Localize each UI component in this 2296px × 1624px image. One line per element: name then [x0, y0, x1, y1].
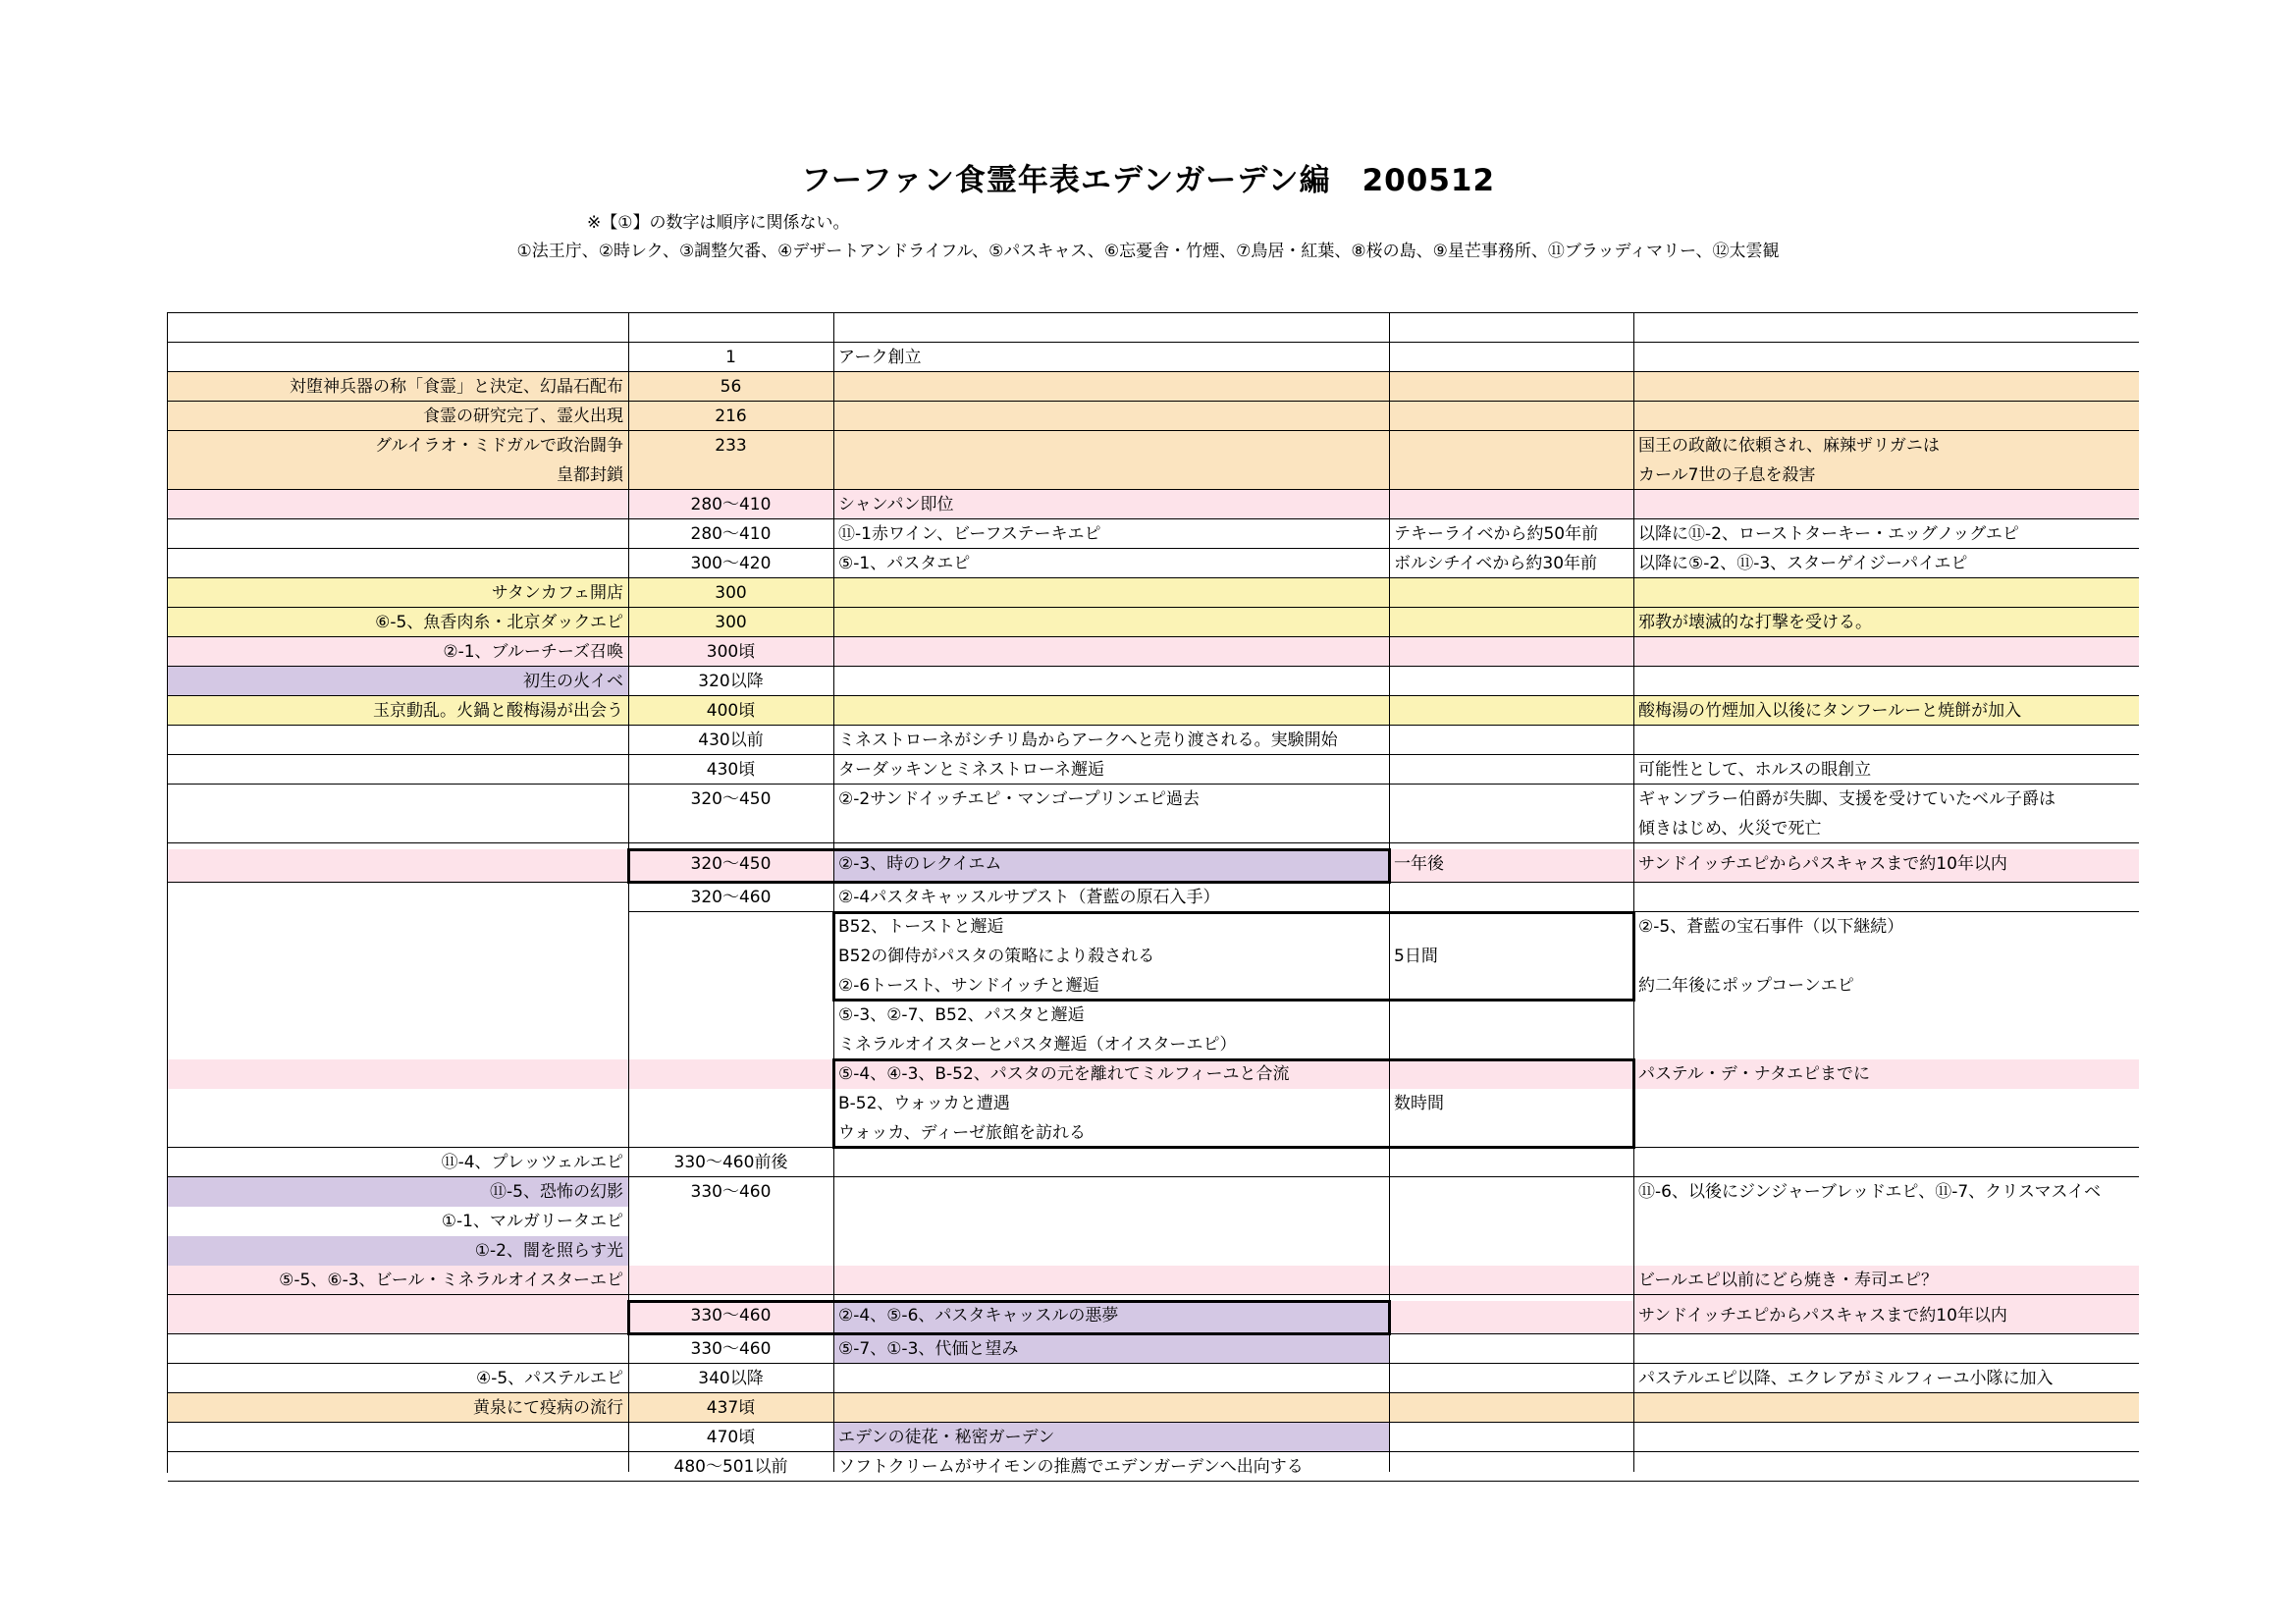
note-cell	[1633, 1236, 2139, 1266]
year-cell: 300	[628, 608, 833, 637]
note-cell: 以降に⑤-2、⑪-3、スターゲイジーパイエピ	[1633, 549, 2139, 578]
note-cell	[1633, 1030, 2139, 1059]
story-cell	[833, 667, 1389, 696]
year-cell	[628, 912, 833, 942]
year-cell	[628, 313, 833, 343]
interval-cell	[1389, 883, 1633, 912]
interval-cell	[1389, 1001, 1633, 1030]
year-cell	[628, 460, 833, 490]
legend-line: ①法王庁、②時レク、③調整欠番、④デザートアンドライフル、⑤パスキャス、⑥忘憂舎・竹煙、⑦鳥居・紅葉、⑧桜の島、⑨星芒事務所、⑪ブラッディマリー、⑫太雲観	[516, 242, 1780, 261]
note-cell	[1633, 1452, 2139, 1482]
story-cell	[833, 1148, 1389, 1177]
note-cell	[1633, 578, 2139, 608]
year-cell: 330～460	[628, 1334, 833, 1364]
interval-cell	[1389, 814, 1633, 843]
interval-cell	[1389, 343, 1633, 372]
year-cell	[628, 1236, 833, 1266]
event-cell	[168, 785, 628, 814]
interval-cell: 一年後	[1389, 849, 1633, 883]
note-cell	[1633, 1423, 2139, 1452]
year-cell: 320～460	[628, 883, 833, 912]
interval-cell	[1389, 1452, 1633, 1482]
event-cell	[168, 814, 628, 843]
event-cell: ⑪-4、プレッツェルエピ	[168, 1148, 628, 1177]
interval-cell	[1389, 1118, 1633, 1148]
interval-cell: 数時間	[1389, 1089, 1633, 1118]
year-cell: 470頃	[628, 1423, 833, 1452]
event-cell: 玉京動乱。火鍋と酸梅湯が出会う	[168, 696, 628, 726]
note-cell: 可能性として、ホルスの眼創立	[1633, 755, 2139, 785]
note-cell	[1633, 1393, 2139, 1423]
year-cell: 216	[628, 402, 833, 431]
column-divider	[1389, 313, 1390, 1472]
event-cell: サタンカフェ開店	[168, 578, 628, 608]
event-cell: グルイラオ・ミドガルで政治闘争	[168, 431, 628, 460]
story-cell: アーク創立	[833, 343, 1389, 372]
interval-cell: テキーライベから約50年前	[1389, 519, 1633, 549]
story-cell	[833, 696, 1389, 726]
story-cell	[833, 637, 1389, 667]
interval-cell	[1389, 1207, 1633, 1236]
story-cell	[833, 1177, 1389, 1207]
interval-cell	[1389, 1364, 1633, 1393]
note-cell: サンドイッチエピからパスキャスまで約10年以内	[1633, 849, 2139, 883]
year-cell: 330～460	[628, 1177, 833, 1207]
year-cell: 330～460前後	[628, 1148, 833, 1177]
year-cell: 330～460	[628, 1301, 833, 1334]
year-cell: 300頃	[628, 637, 833, 667]
event-cell: ①-1、マルガリータエピ	[168, 1207, 628, 1236]
note-cell	[1633, 883, 2139, 912]
interval-cell	[1389, 1266, 1633, 1295]
story-cell: ⑪-1赤ワイン、ビーフステーキエピ	[833, 519, 1389, 549]
event-cell	[168, 971, 628, 1001]
year-cell: 233	[628, 431, 833, 460]
story-cell	[833, 1364, 1389, 1393]
story-cell: ターダッキンとミネストローネ邂逅	[833, 755, 1389, 785]
story-cell: ②-4パスタキャッスルサブスト（蒼藍の原石入手）	[833, 883, 1389, 912]
year-cell	[628, 1207, 833, 1236]
year-cell	[628, 971, 833, 1001]
interval-cell	[1389, 1334, 1633, 1364]
note-cell	[1633, 1001, 2139, 1030]
interval-cell	[1389, 912, 1633, 942]
interval-cell	[1389, 1148, 1633, 1177]
interval-cell	[1389, 431, 1633, 460]
event-cell	[168, 1001, 628, 1030]
interval-cell	[1389, 726, 1633, 755]
story-cell	[833, 608, 1389, 637]
event-cell: 食霊の研究完了、霊火出現	[168, 402, 628, 431]
story-cell: B52、トーストと邂逅	[833, 912, 1389, 942]
note-cell	[1633, 1207, 2139, 1236]
year-cell	[628, 1030, 833, 1059]
event-cell	[168, 1118, 628, 1148]
year-cell	[628, 1001, 833, 1030]
interval-cell: ボルシチイベから約30年前	[1389, 549, 1633, 578]
story-cell: B-52、ウォッカと遭遇	[833, 1089, 1389, 1118]
note-cell: ⑪-6、以後にジンジャーブレッドエピ、⑪-7、クリスマスイベ	[1633, 1177, 2139, 1207]
story-cell: ⑤-1、パスタエピ	[833, 549, 1389, 578]
year-cell: 300～420	[628, 549, 833, 578]
event-cell	[168, 1423, 628, 1452]
story-cell: ⑤-3、②-7、B52、パスタと邂逅	[833, 1001, 1389, 1030]
story-cell	[833, 578, 1389, 608]
event-cell: 初生の火イベ	[168, 667, 628, 696]
event-cell: 対堕神兵器の称「食霊」と決定、幻晶石配布	[168, 372, 628, 402]
note-cell	[1633, 637, 2139, 667]
note-cell	[1633, 667, 2139, 696]
story-cell: ⑤-4、④-3、B-52、パスタの元を離れてミルフィーユと合流	[833, 1059, 1389, 1089]
year-cell: 1	[628, 343, 833, 372]
interval-cell	[1389, 1236, 1633, 1266]
note-cell: ビールエピ以前にどら焼き・寿司エピ？	[1633, 1266, 2139, 1295]
story-cell: ②-6トースト、サンドイッチと邂逅	[833, 971, 1389, 1001]
note-cell	[1633, 372, 2139, 402]
note-cell: カール7世の子息を殺害	[1633, 460, 2139, 490]
year-cell: 340以降	[628, 1364, 833, 1393]
year-cell	[628, 1059, 833, 1089]
story-cell: ②-2サンドイッチエピ・マンゴープリンエピ過去	[833, 785, 1389, 814]
story-cell	[833, 313, 1389, 343]
interval-cell	[1389, 696, 1633, 726]
year-cell	[628, 1266, 833, 1295]
year-cell: 437頃	[628, 1393, 833, 1423]
story-cell	[833, 814, 1389, 843]
note-cell: 以降に⑪-2、ローストターキー・エッグノッグエピ	[1633, 519, 2139, 549]
event-cell	[168, 490, 628, 519]
column-divider	[1633, 313, 1634, 1472]
note-cell	[1633, 402, 2139, 431]
order-note: ※【①】の数字は順序に関係ない。	[587, 213, 850, 233]
event-cell	[168, 883, 628, 912]
event-cell	[168, 549, 628, 578]
event-cell	[168, 912, 628, 942]
year-cell	[628, 814, 833, 843]
event-cell	[168, 519, 628, 549]
year-cell: 400頃	[628, 696, 833, 726]
interval-cell	[1389, 971, 1633, 1001]
event-cell: 黄泉にて疫病の流行	[168, 1393, 628, 1423]
story-cell: ⑤-7、①-3、代価と望み	[833, 1334, 1389, 1364]
event-cell	[168, 1334, 628, 1364]
event-cell: ④-5、パステルエピ	[168, 1364, 628, 1393]
note-cell	[1633, 490, 2139, 519]
year-cell: 56	[628, 372, 833, 402]
story-cell: ソフトクリームがサイモンの推薦でエデンガーデンへ出向する	[833, 1452, 1389, 1482]
note-cell: 酸梅湯の竹煙加入以後にタンフールーと焼餅が加入	[1633, 696, 2139, 726]
note-cell	[1633, 1118, 2139, 1148]
year-cell	[628, 1089, 833, 1118]
year-cell: 280～410	[628, 490, 833, 519]
note-cell: 傾きはじめ、火災で死亡	[1633, 814, 2139, 843]
interval-cell	[1389, 460, 1633, 490]
story-cell: ミネラルオイスターとパスタ邂逅（オイスターエピ）	[833, 1030, 1389, 1059]
story-cell	[833, 402, 1389, 431]
note-cell: 国王の政敵に依頼され、麻辣ザリガニは	[1633, 431, 2139, 460]
year-cell	[628, 1118, 833, 1148]
story-cell	[833, 1236, 1389, 1266]
interval-cell	[1389, 667, 1633, 696]
event-cell	[168, 1301, 628, 1334]
story-cell: ミネストローネがシチリ島からアークへと売り渡される。実験開始	[833, 726, 1389, 755]
story-cell: ②-4、⑤-6、パスタキャッスルの悪夢	[833, 1301, 1389, 1334]
note-cell: ②-5、蒼藍の宝石事件（以下継続）	[1633, 912, 2139, 942]
story-cell	[833, 431, 1389, 460]
year-cell: 320以降	[628, 667, 833, 696]
interval-cell	[1389, 372, 1633, 402]
event-cell: ⑤-5、⑥-3、ビール・ミネラルオイスターエピ	[168, 1266, 628, 1295]
year-cell: 430頃	[628, 755, 833, 785]
note-cell	[1633, 1334, 2139, 1364]
year-cell: 320～450	[628, 785, 833, 814]
event-cell: ⑥-5、魚香肉糸・北京ダックエピ	[168, 608, 628, 637]
note-cell: 約二年後にポップコーンエピ	[1633, 971, 2139, 1001]
note-cell	[1633, 1148, 2139, 1177]
note-cell	[1633, 1089, 2139, 1118]
note-cell	[1633, 343, 2139, 372]
year-cell: 280～410	[628, 519, 833, 549]
event-cell	[168, 313, 628, 343]
interval-cell	[1389, 578, 1633, 608]
interval-cell	[1389, 402, 1633, 431]
interval-cell	[1389, 1301, 1633, 1334]
year-cell: 480～501以前	[628, 1452, 833, 1482]
document-title: フーファン食霊年表エデンガーデン編 200512	[800, 163, 1496, 198]
event-cell	[168, 1059, 628, 1089]
event-cell: ②-1、ブルーチーズ召喚	[168, 637, 628, 667]
event-cell: ⑪-5、恐怖の幻影	[168, 1177, 628, 1207]
note-cell: ギャンブラー伯爵が失脚、支援を受けていたベル子爵は	[1633, 785, 2139, 814]
year-cell: 300	[628, 578, 833, 608]
interval-cell	[1389, 1423, 1633, 1452]
note-cell	[1633, 942, 2139, 971]
event-cell: ①-2、闇を照らす光	[168, 1236, 628, 1266]
year-cell: 320～450	[628, 849, 833, 883]
event-cell: 皇都封鎖	[168, 460, 628, 490]
interval-cell	[1389, 1393, 1633, 1423]
event-cell	[168, 343, 628, 372]
note-cell: パステルエピ以降、エクレアがミルフィーユ小隊に加入	[1633, 1364, 2139, 1393]
interval-cell	[1389, 1059, 1633, 1089]
story-cell: エデンの徒花・秘密ガーデン	[833, 1423, 1389, 1452]
interval-cell	[1389, 1177, 1633, 1207]
year-cell: 430以前	[628, 726, 833, 755]
event-cell	[168, 726, 628, 755]
story-cell	[833, 460, 1389, 490]
event-cell	[168, 1030, 628, 1059]
note-cell	[1633, 313, 2139, 343]
note-cell	[1633, 726, 2139, 755]
story-cell	[833, 372, 1389, 402]
story-cell: シャンパン即位	[833, 490, 1389, 519]
note-cell: サンドイッチエピからパスキャスまで約10年以内	[1633, 1301, 2139, 1334]
column-divider	[628, 313, 629, 1472]
year-cell	[628, 942, 833, 971]
interval-cell	[1389, 1030, 1633, 1059]
interval-cell: 5日間	[1389, 942, 1633, 971]
event-cell	[168, 1089, 628, 1118]
column-divider	[833, 313, 834, 1472]
timeline-table	[167, 312, 2138, 1477]
interval-cell	[1389, 313, 1633, 343]
interval-cell	[1389, 608, 1633, 637]
story-cell	[833, 1207, 1389, 1236]
event-cell	[168, 755, 628, 785]
interval-cell	[1389, 785, 1633, 814]
event-cell	[168, 849, 628, 883]
interval-cell	[1389, 490, 1633, 519]
story-cell	[833, 1393, 1389, 1423]
story-cell: B52の御侍がパスタの策略により殺される	[833, 942, 1389, 971]
note-cell: 邪教が壊滅的な打撃を受ける。	[1633, 608, 2139, 637]
event-cell	[168, 942, 628, 971]
story-cell: ウォッカ、ディーゼ旅館を訪れる	[833, 1118, 1389, 1148]
interval-cell	[1389, 637, 1633, 667]
story-cell: ②-3、時のレクイエム	[833, 849, 1389, 883]
event-cell	[168, 1452, 628, 1482]
interval-cell	[1389, 755, 1633, 785]
note-cell: パステル・デ・ナタエピまでに	[1633, 1059, 2139, 1089]
story-cell	[833, 1266, 1389, 1295]
